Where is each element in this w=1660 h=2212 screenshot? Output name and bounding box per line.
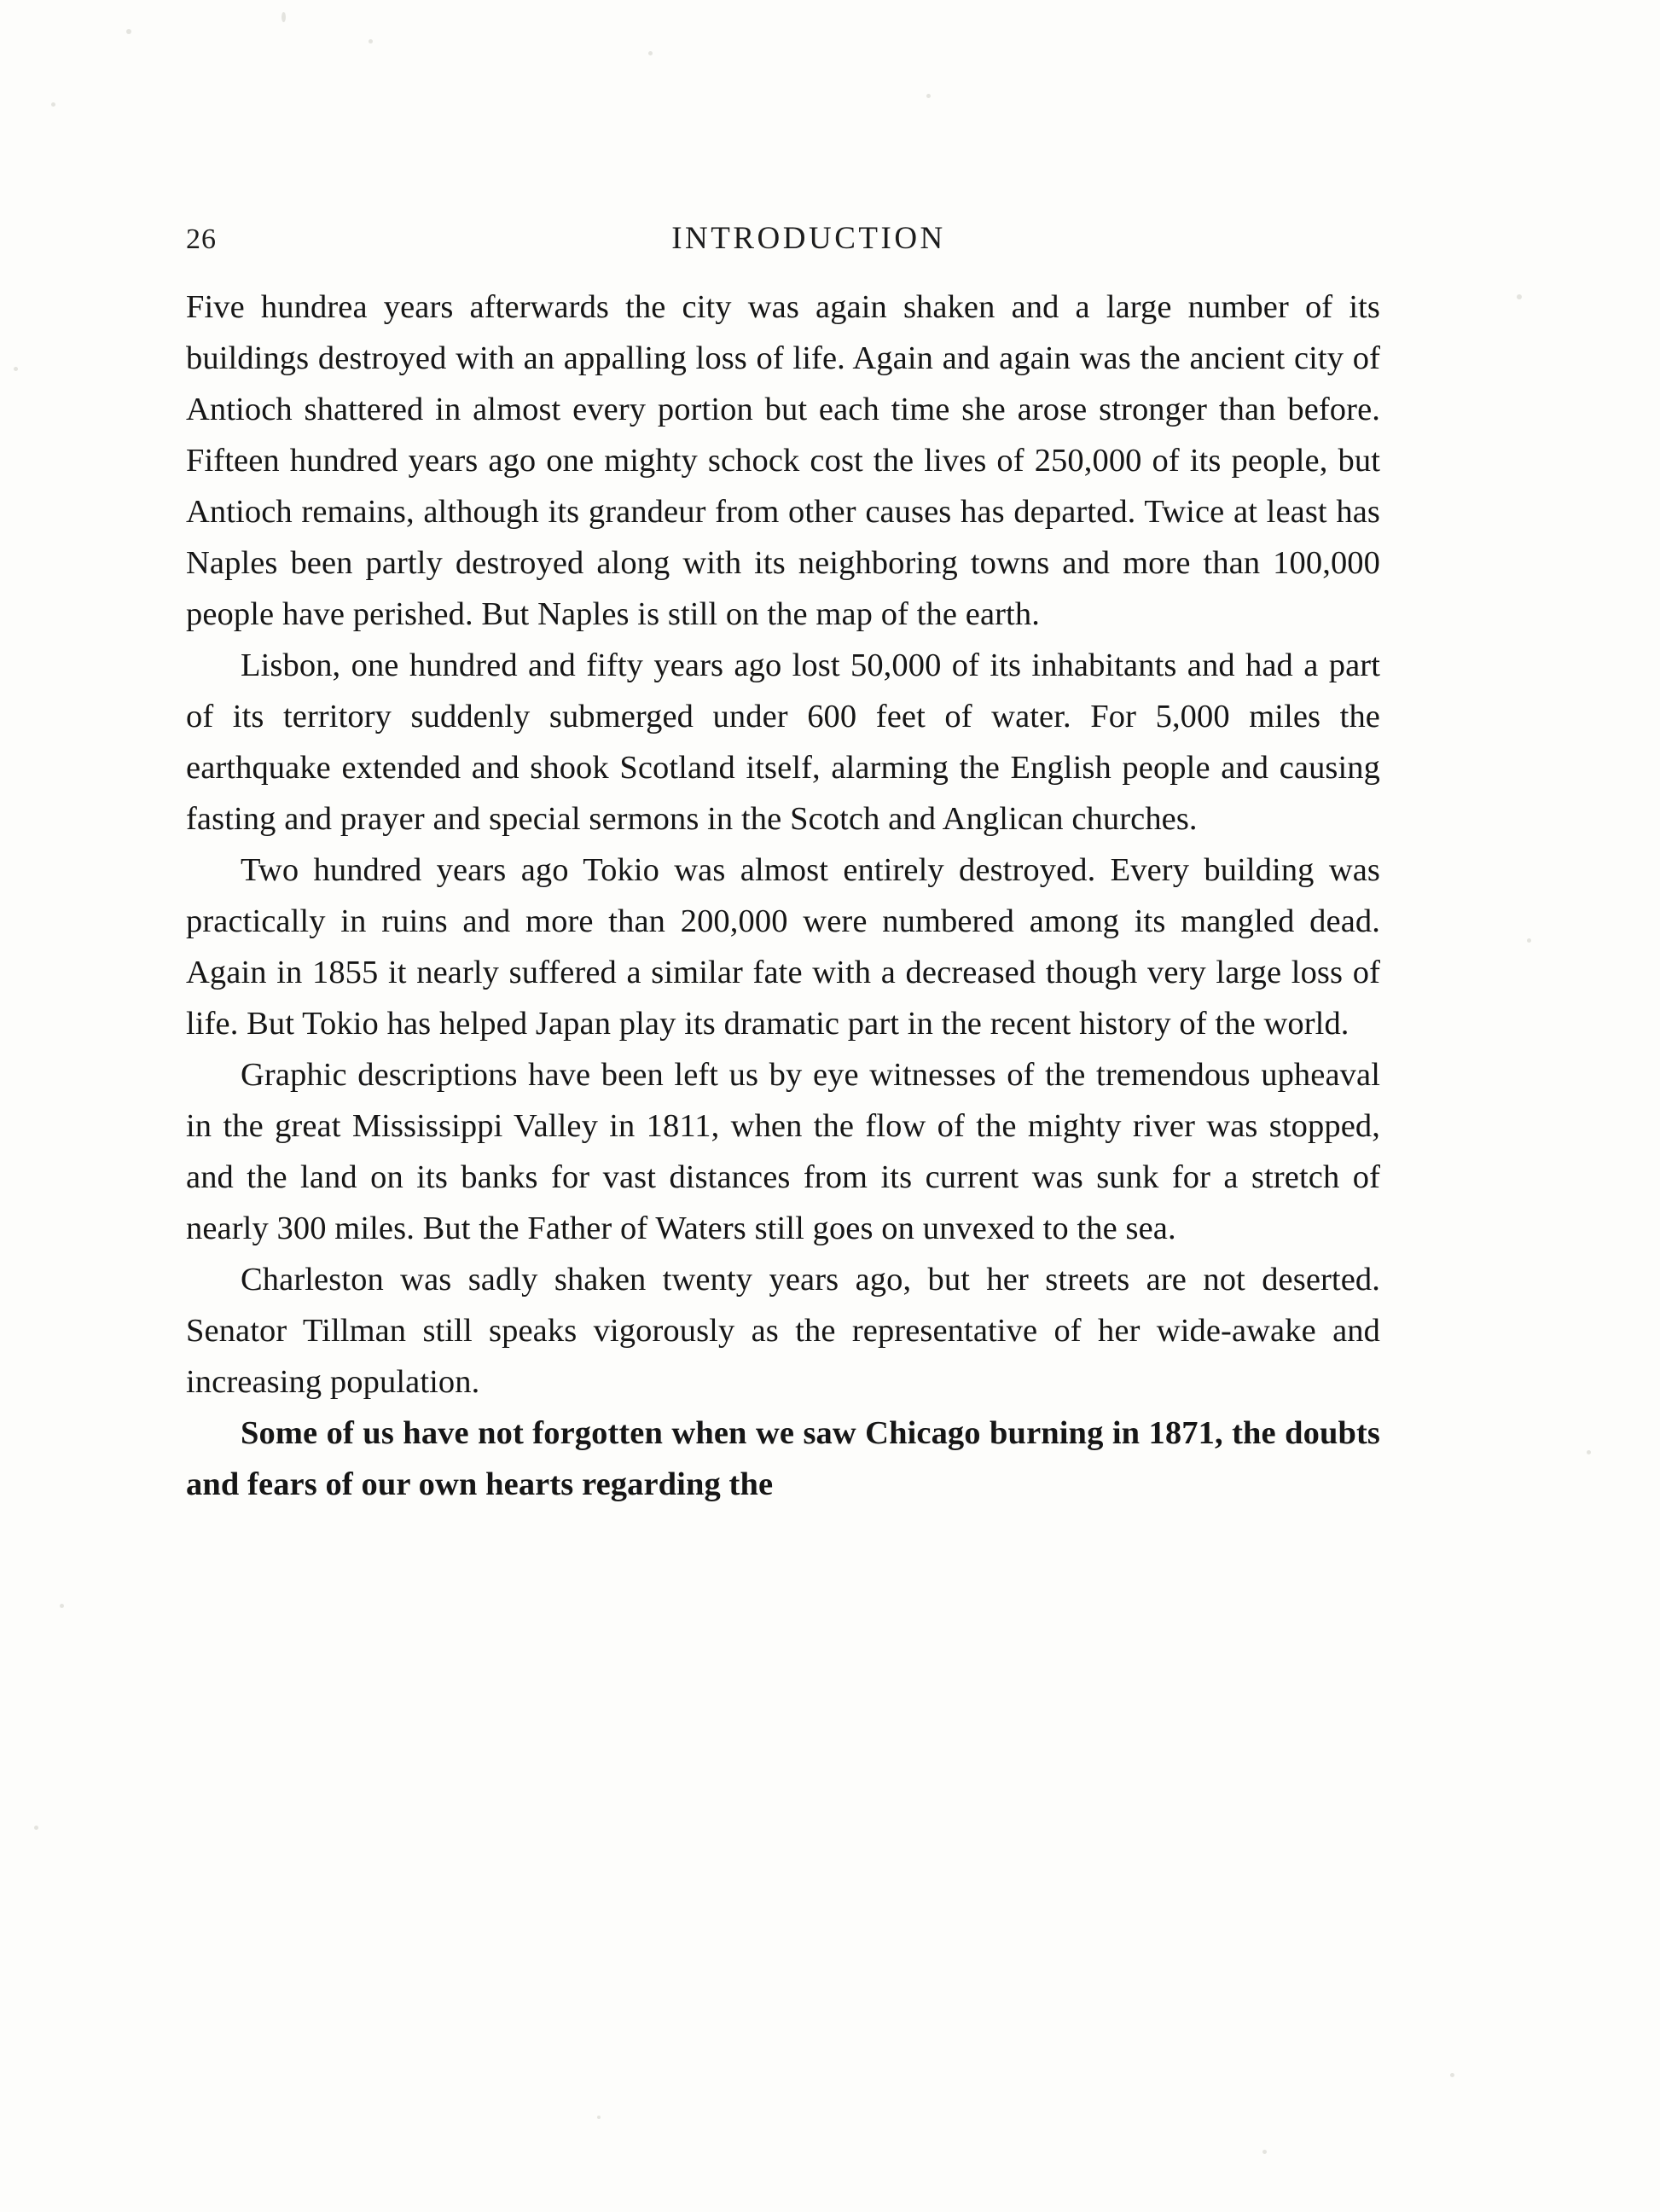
paper-speck xyxy=(1587,1450,1591,1454)
paper-speck xyxy=(34,1826,38,1830)
paper-speck xyxy=(60,1604,64,1608)
paragraph: Charleston was sadly shaken twenty years ago, but her streets are not deserted. Senator Tillman still speaks vigorously as the representative of her wide-awake and increasing population. xyxy=(186,1262,1380,1400)
page-header xyxy=(186,205,1380,282)
page-content xyxy=(186,205,1380,1510)
paper-speck xyxy=(1450,2073,1454,2077)
paper-speck xyxy=(926,94,931,98)
paper-speck xyxy=(1527,938,1531,943)
paper-speck xyxy=(369,39,373,44)
paper-speck xyxy=(597,2116,601,2119)
paper-speck xyxy=(1517,294,1522,299)
page-number: 26 xyxy=(186,224,217,255)
paragraph: Two hundred years ago Tokio was almost entirely destroyed. Every building was practically in ruins and more than 200,000 were numbered among its mangled dead. Again in 1855 it nearly suffered a similar fate with a decreased though very large loss of life. But Tokio has helped Japan play its dramatic part in the recent history of the world. xyxy=(186,852,1380,1042)
paper-speck xyxy=(51,102,55,107)
body-text xyxy=(186,282,1380,1510)
paper-speck xyxy=(14,367,18,371)
paper-speck xyxy=(282,12,286,22)
paper-speck xyxy=(1262,2150,1267,2154)
paragraph: Five hundrea years afterwards the city was again shaken and a large number of its buildings destroyed with an appalling loss of life. Again and again was the ancient city of Antioch shattered in almost every portion but each time she arose stronger than before. Fifteen hundred years ago one mighty schock cost the lives of 250,000 of its people, but Antioch remains, although its grandeur from other causes has departed. Twice at least has Naples been partly destroyed along with its neighboring towns and more than 100,000 people have perished. But Naples is still on the map of the earth. xyxy=(186,289,1380,632)
paragraph: Lisbon, one hundred and fifty years ago lost 50,000 of its inhabitants and had a part of its territory suddenly submerged under 600 feet of water. For 5,000 miles the earthquake extended and shook Scotland itself, alarming the English people and causing fasting and prayer and special sermons in the Scotch and Anglican churches. xyxy=(186,647,1380,837)
paper-speck xyxy=(126,29,131,34)
running-head: INTRODUCTION xyxy=(671,221,946,256)
paragraph: Some of us have not forgotten when we saw Chicago burning in 1871, the doubts and fears of our own hearts regarding the xyxy=(186,1415,1380,1502)
paragraph: Graphic descriptions have been left us by eye witnesses of the tremendous upheaval in the great Mississippi Valley in 1811, when the flow of the mighty river was stopped, and the land on its banks for vast distances from its current was sunk for a stretch of nearly 300 miles. But the Father of Waters still goes on unvexed to the sea. xyxy=(186,1057,1380,1246)
paper-speck xyxy=(648,51,653,55)
